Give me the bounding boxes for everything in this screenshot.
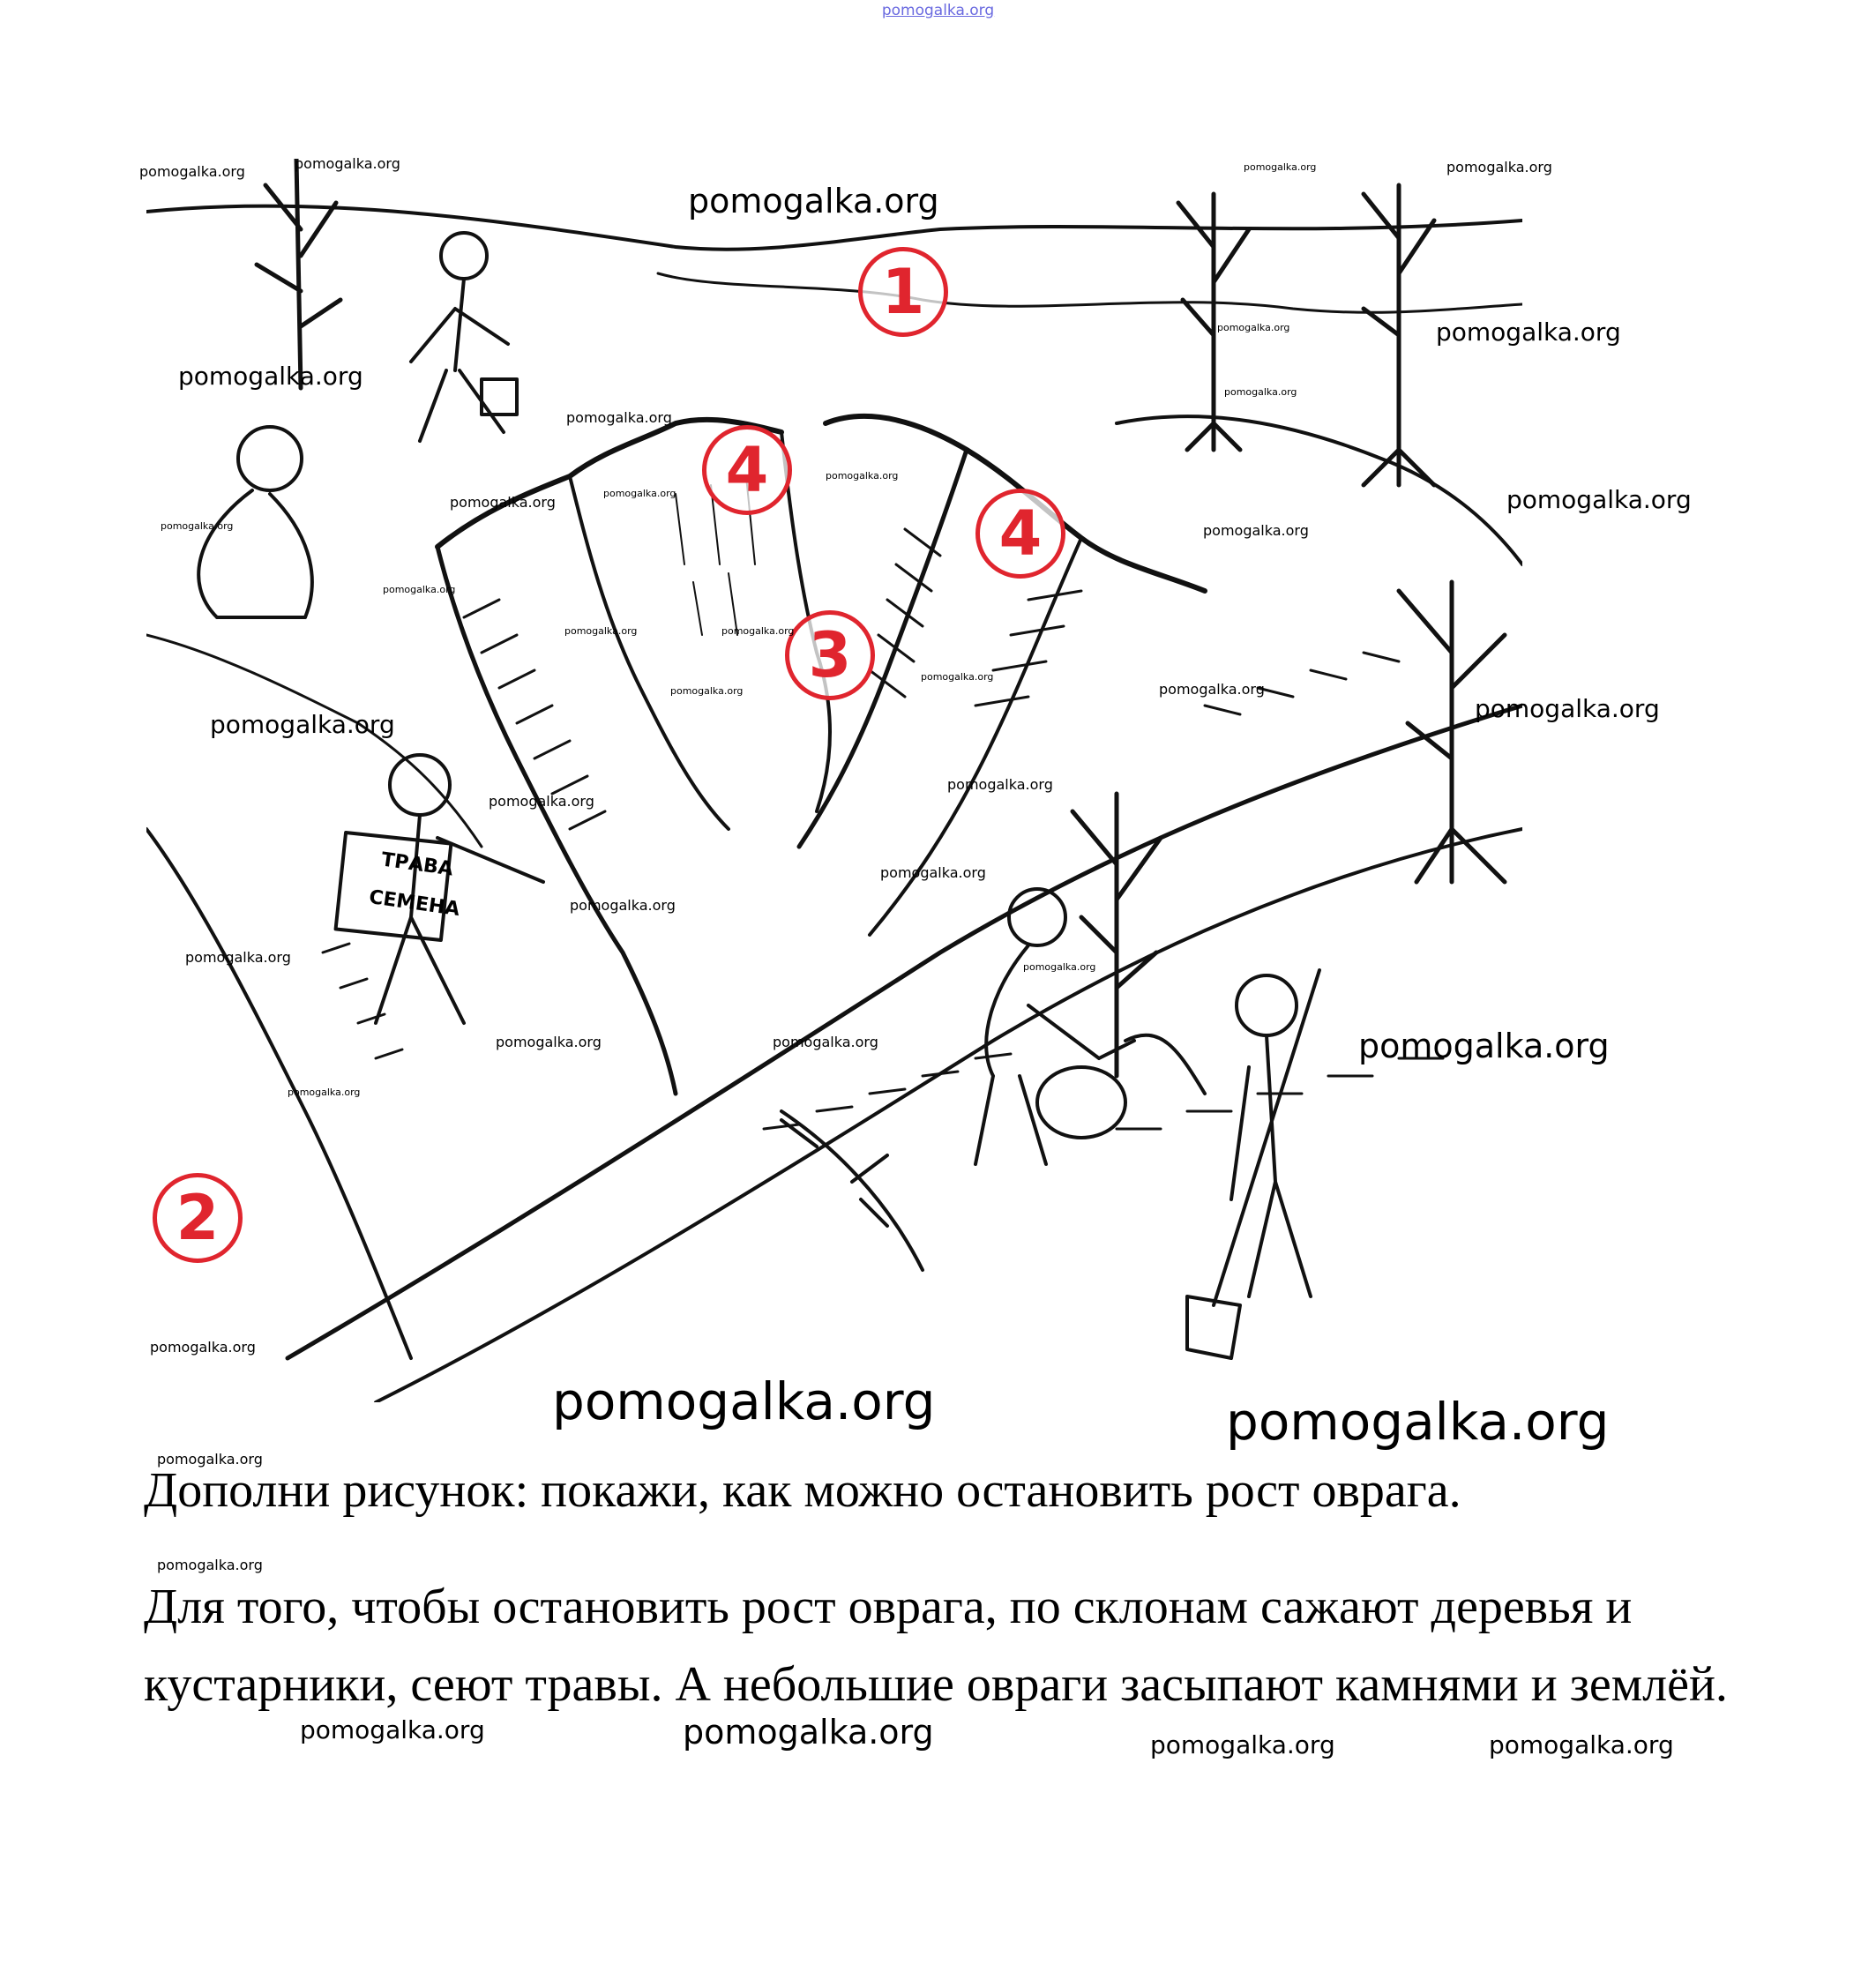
marker-1: 1 (858, 247, 948, 337)
watermark: pomogalka.org (1436, 317, 1621, 347)
watermark: pomogalka.org (1475, 694, 1660, 723)
marker-2: 2 (153, 1173, 243, 1263)
marker-3: 3 (785, 610, 875, 700)
watermark: pomogalka.org (295, 155, 400, 172)
seed-box-label-bottom: СЕМЕНА (367, 885, 461, 922)
watermark: pomogalka.org (721, 625, 795, 637)
watermark: pomogalka.org (157, 1451, 263, 1468)
watermark: pomogalka.org (1489, 1730, 1674, 1759)
watermark: pomogalka.org (185, 949, 291, 966)
watermark: pomogalka.org (880, 864, 986, 881)
watermark: pomogalka.org (210, 710, 395, 739)
watermark: pomogalka.org (566, 409, 672, 426)
watermark: pomogalka.org (947, 776, 1053, 793)
watermark: pomogalka.org (1023, 961, 1096, 973)
watermark: pomogalka.org (1244, 161, 1317, 173)
watermark: pomogalka.org (570, 897, 676, 914)
watermark: pomogalka.org (564, 625, 638, 637)
watermark: pomogalka.org (603, 488, 676, 499)
watermark: pomogalka.org (773, 1034, 878, 1050)
watermark: pomogalka.org (826, 470, 899, 482)
task-text: Дополни рисунок: покажи, как можно остановить рост оврага. (144, 1463, 1461, 1518)
watermark: pomogalka.org (157, 1557, 263, 1573)
header-site-link[interactable]: pomogalka.org (881, 2, 995, 19)
watermark: pomogalka.org (450, 494, 556, 511)
ravine-illustration (146, 159, 1522, 1402)
watermark: pomogalka.org (1159, 681, 1265, 698)
marker-4-left: 4 (702, 425, 792, 515)
watermark: pomogalka.org (139, 163, 245, 180)
watermark: pomogalka.org (1226, 1392, 1610, 1452)
watermark: pomogalka.org (1358, 1027, 1610, 1065)
watermark: pomogalka.org (1224, 386, 1297, 398)
watermark: pomogalka.org (1150, 1730, 1335, 1759)
seed-box-label-top: ТРАВА (379, 848, 455, 881)
watermark: pomogalka.org (1203, 522, 1309, 539)
watermark: pomogalka.org (670, 685, 744, 697)
watermark: pomogalka.org (496, 1034, 602, 1050)
watermark: pomogalka.org (288, 1087, 361, 1098)
watermark: pomogalka.org (683, 1713, 934, 1752)
marker-4-right: 4 (975, 489, 1065, 579)
watermark: pomogalka.org (1446, 159, 1552, 176)
watermark: pomogalka.org (383, 584, 456, 595)
watermark: pomogalka.org (688, 182, 939, 220)
watermark: pomogalka.org (150, 1339, 256, 1356)
watermark: pomogalka.org (1217, 322, 1290, 333)
answer-text: Для того, чтобы остановить рост оврага, по склонам сажают деревья и кустарники, сеют травы. А небольшие овраги засыпают камнями и землёй. (144, 1580, 1728, 1712)
watermark: pomogalka.org (552, 1371, 936, 1431)
watermark: pomogalka.org (161, 520, 234, 532)
watermark: pomogalka.org (489, 793, 594, 810)
watermark: pomogalka.org (178, 362, 363, 391)
watermark: pomogalka.org (921, 671, 994, 683)
watermark: pomogalka.org (1506, 485, 1692, 514)
watermark: pomogalka.org (300, 1715, 485, 1744)
